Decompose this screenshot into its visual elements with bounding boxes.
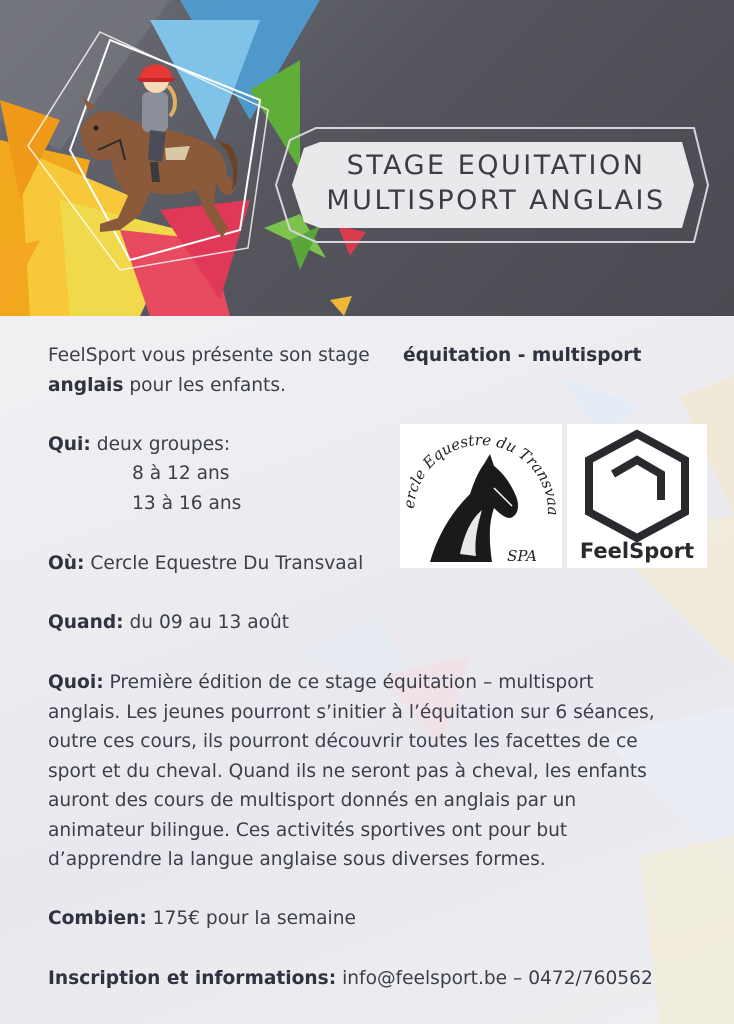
inscription-line: Inscription et informations: info@feelsport.be – 0472/760562 (48, 968, 653, 989)
intro-bold-2: anglais pour les enfants. (48, 375, 286, 396)
ou-line: Où: Cercle Equestre Du Transvaal (48, 553, 364, 574)
intro-bold-1: équitation - multisport (403, 345, 642, 366)
horse-head-icon (430, 454, 518, 562)
qui-line: Qui: deux groupes: (48, 434, 231, 455)
title-line-2: MULTISPORT ANGLAIS (326, 185, 666, 216)
quand-line: Quand: du 09 au 13 août (48, 612, 290, 633)
cercle-equestre-logo (400, 424, 562, 568)
group-2: 13 à 16 ans (132, 493, 242, 514)
feelsport-cube-icon (589, 434, 685, 538)
feelsport-logo (567, 424, 707, 568)
title-line-1: STAGE EQUITATION (346, 150, 646, 181)
header-banner (0, 0, 734, 316)
cercle-sub-text: SPA (507, 547, 537, 565)
feelsport-name: FeelSport (579, 539, 695, 563)
quoi-paragraph: Quoi: Première édition de ce stage équitation – multisport anglais. Les jeunes pourront s’initier à l’équitation sur 6 séances, outre ces cours, ils pourront découvrir toutes les facettes de ce sport et du cheval. Quand ils ne seront pas à cheval, les enfants auront des cours de multisport donnés en anglais par un animateur bilingue. Ces activités sportives ont pour but d’apprendre la langue anglaise sous diverses formes. (48, 672, 655, 870)
group-1: 8 à 12 ans (132, 463, 230, 484)
title-box (298, 142, 694, 230)
page-title (298, 142, 694, 218)
intro-paragraph: FeelSport vous présente son stage (48, 345, 370, 366)
combien-line: Combien: 175€ pour la semaine (48, 908, 356, 929)
cercle-arc-text: ercle Equestre du Transvaa (400, 430, 562, 516)
